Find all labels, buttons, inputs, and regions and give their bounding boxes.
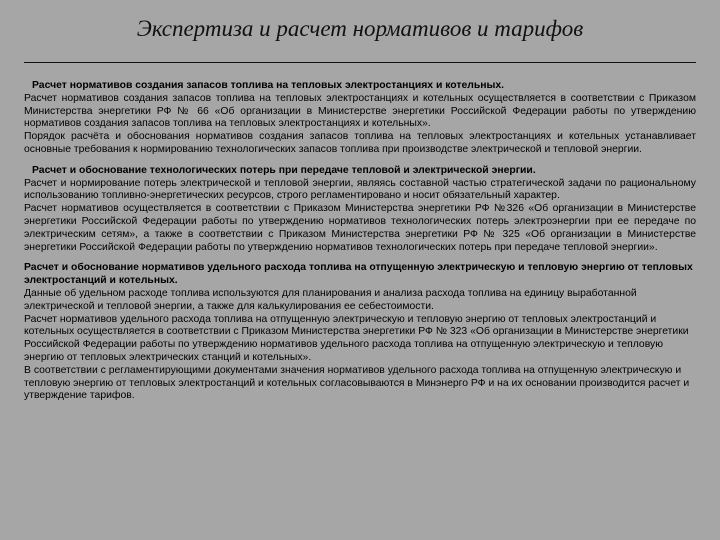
section-heading: Расчет и обоснование нормативов удельного расхода топлива на отпущенную электрическую и тепловую энергию от тепловых электростанций и котельных. [24, 262, 693, 287]
slide-content [24, 80, 696, 411]
page-title: Экспертиза и расчет нормативов и тарифов [136, 16, 584, 41]
paragraph: Данные об удельном расходе топлива используются для планирования и анализа расхода топлива на единицу выработанной электрической и тепловой энергии, а также для калькулирования ее себестоимости. [24, 287, 637, 312]
section-heading: Расчет и обоснование технологических потерь при передаче тепловой и электрической энергии. [32, 164, 536, 176]
section-technological-losses [24, 165, 696, 255]
paragraph: В соответствии с регламентирующими документами значения нормативов удельного расхода топлива на отпущенную электрическую и тепловую энергию от тепловых электростанций и котельных согласовываются в Минэнерго РФ и на их основании производится расчет и утверждение тарифов. [24, 364, 690, 402]
paragraph: Расчет нормативов осуществляется в соответствии с Приказом Министерства энергетики РФ №326 «Об организации в Министерстве энергетики Российской Федерации работы по утверждению нормативов технологических потерь электроэнергии при ее передаче по электрическим сетям», а также в соответствии с Приказом Министерства энергетики РФ № 325 «Об организации в Министерстве энергетики Российской Федерации работы по утверждению нормативов технологических потерь при передаче тепловой энергии». [24, 203, 696, 253]
paragraph: Расчет нормативов создания запасов топлива на тепловых электростанциях и котельных осуществляется в соответствии с Приказом Министерства энергетики РФ № 66 «Об организации в Министерстве энергетики Российской Федерации работы по утверждению нормативов создания запасов топлива на тепловых электростанциях и котельных». [24, 92, 696, 130]
title-divider [24, 62, 696, 63]
section-fuel-reserves [24, 80, 696, 157]
paragraph: Порядок расчёта и обоснования нормативов создания запасов топлива на тепловых электростанциях и котельных устанавливает основные требования к нормированию технологических запасов топлива при производстве электрической и тепловой энергии. [24, 131, 696, 155]
paragraph: Расчет и нормирование потерь электрической и тепловой энергии, являясь составной частью стратегической задачи по рациональному использованию топливно-энергетических ресурсов, строго регламентировано и носит обязательный характер. [24, 177, 696, 202]
section-specific-fuel-consumption [24, 262, 696, 403]
section-heading: Расчет нормативов создания запасов топлива на тепловых электростанциях и котельных. [32, 80, 505, 91]
paragraph: Расчет нормативов удельного расхода топлива на отпущенную электрическую и тепловую энергию от тепловых электростанций и котельных осуществляется в соответствии с Приказом Министерства энергетики РФ № 323 «Об организации в Министерстве энергетики Российской Федерации работы по утверждению нормативов удельного расхода топлива на отпущенную электрическую и тепловую энергию от тепловых электрических станций и котельных». [24, 313, 689, 363]
